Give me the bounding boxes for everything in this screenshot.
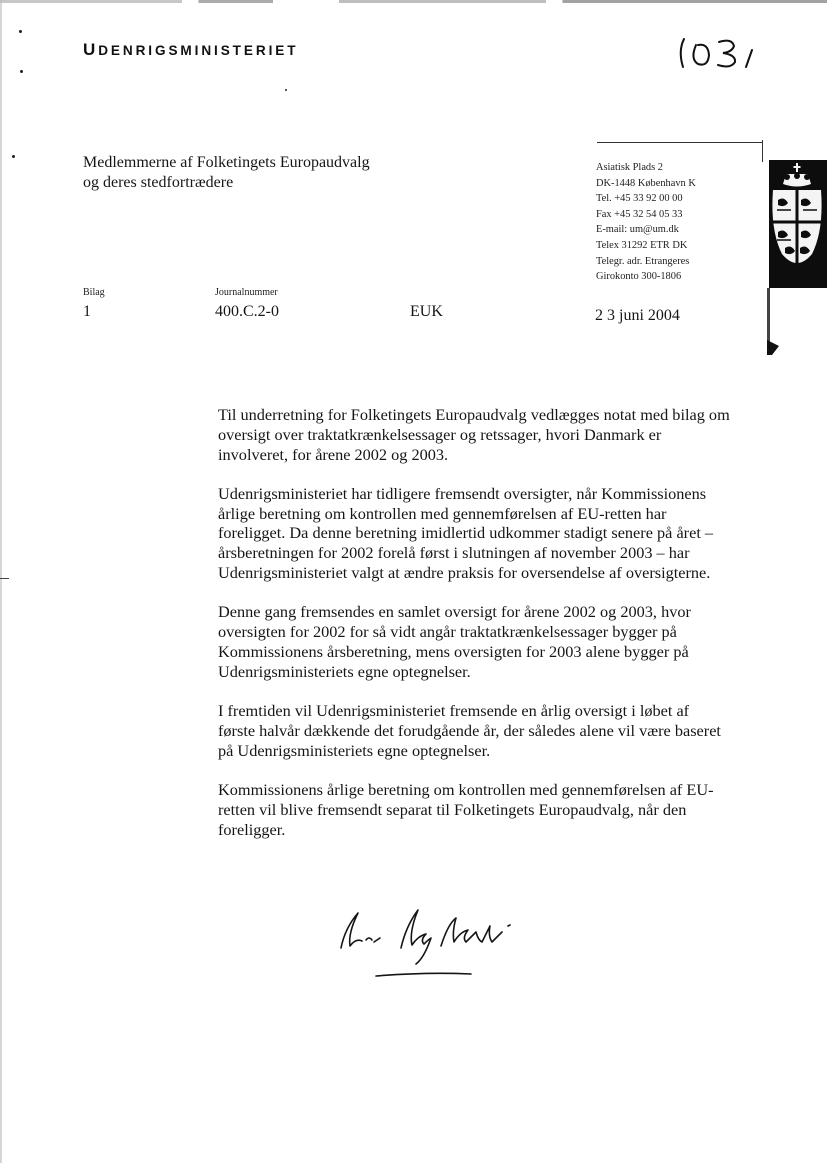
address-phone: Tel. +45 33 92 00 00 xyxy=(596,193,683,205)
fold-mark xyxy=(0,578,9,579)
address-rule xyxy=(597,142,762,143)
scan-edge-left xyxy=(0,0,2,1163)
recipient-line-1: Medlemmerne af Folketingets Europaudvalg xyxy=(83,154,370,171)
letter-body xyxy=(218,405,730,859)
scan-speck xyxy=(20,70,23,73)
ministry-address-block xyxy=(596,160,696,285)
royal-coat-of-arms-icon xyxy=(767,160,827,365)
address-telegram: Telegr. adr. Etrangeres xyxy=(596,255,690,267)
handwritten-document-number xyxy=(676,33,776,73)
address-giro: Girokonto 300-1806 xyxy=(596,271,682,283)
journal-number-label: Journalnummer xyxy=(215,287,278,298)
address-telex: Telex 31292 ETR DK xyxy=(596,239,688,251)
letterhead-ministry-name xyxy=(83,40,298,60)
letterhead-rest: DENRIGSMINISTERIET xyxy=(98,43,299,58)
body-paragraph-4: I fremtiden vil Udenrigsministeriet fremsende en årlig oversigt i løbet af første halvår dækkende det forudgående år, der således alene vil være baseret på Udenrigsministeriets egne optegnelser. xyxy=(218,701,721,760)
address-city: DK-1448 København K xyxy=(596,177,696,189)
address-email: E-mail: um@um.dk xyxy=(596,224,679,236)
handwritten-signature xyxy=(336,888,546,988)
scan-speck xyxy=(19,30,22,33)
attachment-label: Bilag xyxy=(83,287,105,298)
body-paragraph-1: Til underretning for Folketingets Europaudvalg vedlægges notat med bilag om oversigt over traktatkrænkelsessager og retssager, hvori Danmark er involveret, for årene 2002 og 2003. xyxy=(218,405,730,464)
office-unit: EUK xyxy=(410,303,443,320)
journal-number-value: 400.C.2-0 xyxy=(215,303,279,320)
recipient-block xyxy=(83,153,370,193)
scan-speck xyxy=(12,155,15,158)
recipient-line-2: og deres stedfortrædere xyxy=(83,174,234,191)
scan-edge-top xyxy=(0,0,827,3)
letterhead-initial: U xyxy=(83,40,99,59)
letter-date: 2 3 juni 2004 xyxy=(595,307,680,324)
body-paragraph-5: Kommissionens årlige beretning om kontrollen med gennemførelsen af EU-retten vil blive fremsendt separat til Folketingets Europaudvalg, når den foreligger. xyxy=(218,779,714,839)
attachment-value: 1 xyxy=(83,303,91,320)
address-fax: Fax +45 32 54 05 33 xyxy=(596,208,683,220)
scan-speck xyxy=(285,89,287,91)
body-paragraph-3: Denne gang fremsendes en samlet oversigt for årene 2002 og 2003, hvor oversigten for 2002 for så vidt angår traktatkrænkelsessager bygger på Kommissionens årsberetning, mens oversigten for 2003 alene bygger på Udenrigsministeriets egne optegnelser. xyxy=(218,602,691,681)
address-rule-tick xyxy=(762,140,763,162)
body-paragraph-2: Udenrigsministeriet har tidligere fremsendt oversigter, når Kommissionens årlige beretning om kontrollen med gennemførelsen af EU-retten har foreligget. Da denne beretning imidlertid udkommer stadigt senere på året – årsberetningen for 2002 forelå først i slutningen af november 2003 – har Udenrigsministeriet valgt at ændre praksis for oversendelse af oversigterne. xyxy=(218,483,714,583)
address-street: Asiatisk Plads 2 xyxy=(596,162,663,173)
